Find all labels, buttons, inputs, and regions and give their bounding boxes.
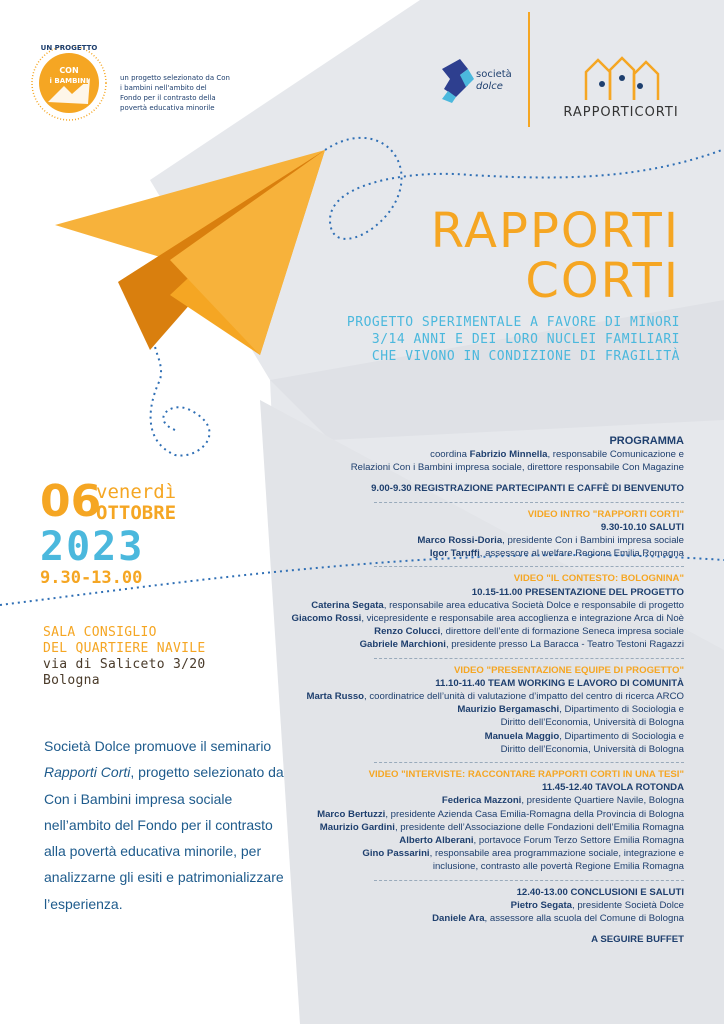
title-line2: CORTI [525, 253, 680, 309]
program-closing: A SEGUIRE BUFFET [591, 934, 684, 946]
divider [374, 762, 684, 763]
venue-address: via di Saliceto 3/20 [43, 657, 206, 672]
speaker: Giacomo Rossi, vicepresidente e responsabile area accoglienza e integrazione Arca di Noè [291, 613, 684, 625]
venue-line2: DEL QUARTIERE NAVILE [43, 641, 206, 656]
subtitle-line2: 3/14 ANNI E DEI LORO NUCLEI FAMILIARI [371, 332, 680, 347]
societa-dolce-logo [438, 55, 518, 105]
program-heading: PROGRAMMA [609, 435, 684, 447]
session3-video: VIDEO "PRESENTAZIONE EQUIPE DI PROGETTO" [454, 664, 684, 676]
rapporticorti-name: RAPPORTICORTI [563, 105, 679, 120]
program-registration: 9.00-9.30 REGISTRAZIONE PARTECIPANTI E CAFFÈ DI BENVENUTO [371, 483, 684, 495]
session1-video: VIDEO INTRO "RAPPORTI CORTI" [527, 508, 684, 520]
program-coordinator: coordina Fabrizio Minnella, responsabile Comunicazione e [430, 449, 684, 460]
program [254, 434, 684, 947]
session3-title: 11.10-11.40 TEAM WORKING E LAVORO DI COMUNITÀ [435, 677, 684, 689]
speaker: Manuela Maggio, Dipartimento di Sociologia e [484, 730, 684, 742]
speaker: Igor Taruffi, assessore al welfare Regione Emilia Romagna [429, 548, 684, 560]
event-weekday: venerdì [96, 481, 177, 503]
paper-plane-icon [55, 150, 325, 355]
session4-title: 11.45-12.40 TAVOLA ROTONDA [542, 782, 684, 794]
speaker-role: Diritto dell’Economia, Università di Bologna [500, 743, 684, 755]
speaker: Gabriele Marchioni, presidente presso La Baracca - Teatro Testoni Ragazzi [359, 639, 684, 651]
session2-title: 10.15-11.00 PRESENTAZIONE DEL PROGETTO [471, 586, 684, 598]
speaker: Pietro Segata, presidente Società Dolce [510, 899, 684, 911]
speaker: Marco Bertuzzi, presidente Azienda Casa Emilia-Romagna della Provincia di Bologna [317, 808, 684, 820]
divider [374, 502, 684, 503]
con-logo-caption: un progetto selezionato da Con i bambini nell'ambito del Fondo per il contrasto della povertà educativa minorile [120, 74, 230, 112]
session4-video: VIDEO "INTERVISTE: RACCONTARE RAPPORTI CORTI IN UNA TESI" [368, 769, 684, 781]
speaker: Marta Russo, coordinatrice dell’unità di valutazione d’impatto del centro di ricerca ARCO [306, 691, 684, 703]
divider [374, 566, 684, 567]
description-italic: Rapporti Corti [44, 764, 131, 781]
session2-video: VIDEO "IL CONTESTO: BOLOGNINA" [513, 573, 684, 585]
rapporticorti-logo [580, 50, 664, 102]
description-part2: , progetto selezionato da Con i Bambini impresa sociale nell’ambito del Fondo per il contrasto alla povertà educativa minorile, per analizzarne gli esiti e patrimonializzare l’esperienza. [44, 764, 284, 912]
program-coordinator-role: Relazioni Con i Bambini impresa sociale, direttore responsabile Con Magazine [350, 462, 684, 474]
con-logo-ring-text: UN PROGETTO [40, 44, 98, 52]
speaker: Marco Rossi-Doria, presidente Con i Bambini impresa sociale [417, 535, 684, 547]
event-venue [43, 625, 206, 689]
speaker-role: inclusione, contrasto alle povertà Regione Emilia Romagna [432, 861, 684, 873]
speaker-role: Diritto dell’Economia, Università di Bologna [500, 717, 684, 729]
event-title [430, 203, 680, 309]
event-year: 2023 [40, 524, 145, 570]
speaker: Gino Passarini, responsabile area programmazione sociale, integrazione e [362, 848, 684, 860]
con-logo-badge-line1: CON [59, 66, 79, 75]
session1-title: 9.30-10.10 SALUTI [600, 521, 684, 533]
speaker: Renzo Colucci, direttore dell’ente di formazione Seneca impresa sociale [374, 626, 684, 638]
con-i-bambini-logo [28, 42, 110, 124]
event-subtitle [347, 314, 680, 365]
event-description [44, 733, 284, 917]
speaker: Maurizio Bergamaschi, Dipartimento di Sociologia e [457, 704, 684, 716]
speaker: Alberto Alberani, portavoce Forum Terzo Settore Emilia Romagna [399, 835, 684, 847]
con-logo-badge-line2: i BAMBINI [49, 77, 89, 85]
venue-line1: SALA CONSIGLIO [43, 625, 157, 640]
societa-logo-line1: società [476, 69, 512, 80]
divider [374, 880, 684, 881]
speaker: Caterina Segata, responsabile area educativa Società Dolce e responsabile di progetto [311, 599, 684, 611]
logo-divider [528, 12, 530, 127]
description-part1: Società Dolce promuove il seminario [44, 738, 272, 754]
event-month: OTTOBRE [96, 502, 177, 524]
event-time: 9.30-13.00 [40, 568, 143, 588]
societa-logo-line2: dolce [476, 81, 503, 92]
divider [374, 658, 684, 659]
speaker: Federica Mazzoni, presidente Quartiere Navile, Bologna [441, 795, 684, 807]
event-day: 06 [40, 476, 102, 527]
session5-title: 12.40-13.00 CONCLUSIONI E SALUTI [516, 886, 684, 898]
speaker: Daniele Ara, assessore alla scuola del Comune di Bologna [432, 913, 684, 925]
title-line1: RAPPORTI [430, 203, 680, 259]
speaker: Maurizio Gardini, presidente dell’Associazione delle Fondazioni dell’Emilia Romagna [319, 821, 684, 833]
subtitle-line1: PROGETTO SPERIMENTALE A FAVORE DI MINORI [346, 315, 680, 330]
subtitle-line3: CHE VIVONO IN CONDIZIONE DI FRAGILITÀ [371, 349, 680, 364]
venue-city: Bologna [43, 673, 100, 688]
